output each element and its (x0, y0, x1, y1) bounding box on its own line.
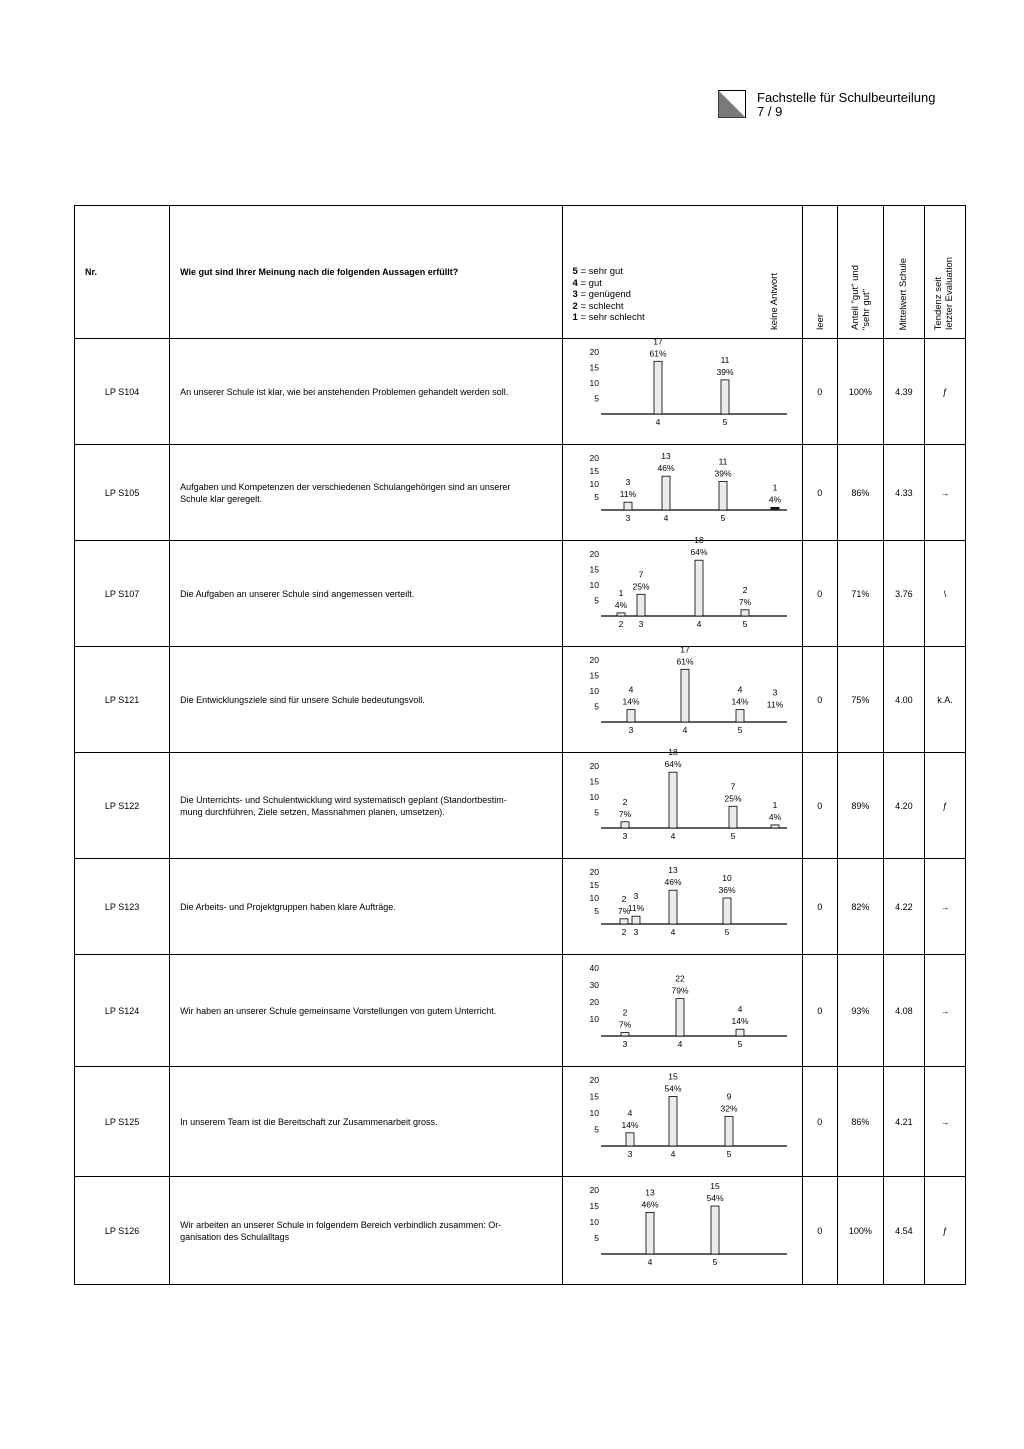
anteil-value: 100% (837, 1177, 883, 1285)
x-category-label: 4 (647, 1256, 652, 1267)
bar-count-label: 2 (621, 893, 626, 904)
distribution-chart-cell (562, 746, 802, 859)
y-tick-label: 10 (589, 579, 599, 590)
bar (662, 476, 670, 510)
x-category-label: 5 (737, 724, 742, 735)
x-category-label: 5 (722, 416, 727, 427)
bar-percent-label: 32% (720, 1102, 738, 1113)
x-category-label: 3 (633, 926, 638, 937)
bar-percent-label: 7% (738, 596, 751, 607)
mittelwert-value: 4.00 (883, 647, 924, 753)
leer-value: 0 (802, 339, 837, 445)
bar-count-label: 2 (742, 584, 747, 595)
x-category-label: 3 (628, 724, 633, 735)
header-mittelwert-cell (883, 206, 924, 339)
bar-percent-label: 11% (627, 902, 644, 913)
x-category-label: 5 (724, 926, 729, 937)
leer-value: 0 (802, 955, 837, 1067)
page-number: 7 / 9 (757, 104, 783, 119)
mittelwert-value: 4.22 (883, 859, 924, 955)
bar (654, 361, 662, 414)
bar-percent-label: 7% (618, 1019, 631, 1030)
question-line: Die Aufgaben an unserer Schule sind angemessen verteilt. (180, 588, 415, 599)
y-tick-label: 10 (589, 1107, 599, 1118)
bar-count-label: 15 (667, 1071, 678, 1081)
bar-count-label: 13 (667, 864, 678, 875)
x-category-label: 3 (627, 1148, 632, 1159)
header-tendenz-line1: Tendenz seit (932, 276, 944, 330)
leer-value: 0 (802, 445, 837, 541)
y-tick-label: 20 (589, 548, 599, 559)
bar (632, 916, 640, 924)
y-tick-label: 5 (593, 595, 599, 605)
anteil-value: 89% (837, 753, 883, 859)
item-question (170, 859, 562, 955)
bar-count-label: 13 (660, 450, 671, 461)
distribution-chart-cell (562, 643, 802, 753)
y-tick-label: 10 (589, 1216, 599, 1227)
bar-percent-label: 61% (649, 347, 667, 358)
table-row (75, 647, 966, 753)
header-tendenz-cell (924, 206, 965, 339)
y-tick-label: 10 (589, 892, 599, 903)
distribution-chart-cell (562, 445, 802, 541)
anteil-value: 93% (837, 955, 883, 1067)
mittelwert-value: 4.20 (883, 753, 924, 859)
bar-percent-label: 39% (714, 467, 732, 478)
distribution-chart (563, 643, 803, 752)
bar-count-label: 15 (709, 1180, 720, 1191)
bar-percent-label: 4% (768, 811, 781, 822)
y-tick-label: 5 (593, 807, 599, 817)
organization-name: Fachstelle für Schulbeurteilung (757, 90, 936, 105)
bar (736, 709, 744, 721)
mittelwert-value: 4.21 (883, 1067, 924, 1177)
table-row (75, 541, 966, 647)
item-number: LP S123 (75, 859, 170, 955)
distribution-chart-cell (562, 1177, 802, 1285)
distribution-chart-cell (562, 955, 802, 1067)
item-number: LP S122 (75, 753, 170, 859)
y-tick-label: 5 (593, 1232, 599, 1243)
header-leer-cell (802, 206, 837, 339)
x-category-label: 3 (638, 618, 643, 629)
item-question (170, 445, 562, 541)
bar (626, 1132, 634, 1145)
y-tick-label: 15 (589, 879, 599, 890)
table-row (75, 339, 966, 445)
y-tick-label: 5 (593, 1124, 599, 1134)
bar-percent-label: 46% (641, 1198, 659, 1209)
mittelwert-value: 4.08 (883, 955, 924, 1067)
bar-percent-label: 54% (706, 1192, 724, 1203)
tendenz-value: → (924, 859, 965, 955)
bar (719, 481, 727, 510)
question-line: ganisation des Schulalltags (180, 1231, 290, 1242)
mittelwert-value: 4.33 (883, 445, 924, 541)
bar-count-label: 1 (772, 481, 777, 492)
question-line: Wir arbeiten an unserer Schule in folgendem Bereich verbindlich zusammen: Or- (180, 1219, 502, 1230)
bar-count-label: 13 (644, 1186, 655, 1197)
bar (669, 772, 677, 828)
bar-percent-label: 25% (724, 792, 742, 803)
bar-percent-label: 11% (766, 699, 783, 710)
header-anteil-cell (837, 206, 883, 339)
bar (637, 594, 645, 616)
distribution-chart (563, 1178, 803, 1284)
x-category-label: 3 (625, 512, 630, 523)
x-category-label: 5 (730, 830, 735, 841)
x-category-label: 4 (682, 724, 687, 735)
question-line: Die Unterrichts- und Schulentwicklung wird systematisch geplant (Standortbestim- (180, 794, 507, 805)
anteil-value: 82% (837, 859, 883, 955)
bar-percent-label: 14% (621, 1119, 639, 1130)
bar (621, 1032, 629, 1035)
question-line: Aufgaben und Kompetenzen der verschiedenen Schulangehörigen sind an unserer (180, 481, 511, 492)
y-tick-label: 5 (593, 905, 599, 916)
table-row (75, 1177, 966, 1285)
rating-legend: 5 = sehr gut 4 = gut 3 = genügend 2 = schlecht 1 = sehr schlecht (572, 266, 645, 323)
y-tick-label: 15 (589, 362, 599, 372)
y-tick-label: 10 (589, 685, 599, 696)
bar (669, 890, 677, 924)
item-number: LP S107 (75, 541, 170, 647)
bar-percent-label: 4% (614, 599, 627, 610)
y-tick-label: 15 (589, 1200, 599, 1211)
header-anteil-line1: Anteil "gut" und (849, 265, 861, 330)
bar (741, 609, 749, 615)
distribution-chart-cell (562, 534, 802, 647)
x-category-label: 4 (670, 830, 675, 841)
bar-percent-label: 46% (664, 876, 682, 887)
question-line: Wir haben an unserer Schule gemeinsame Vorstellungen von gutem Unterricht. (180, 1005, 497, 1016)
distribution-chart (563, 446, 803, 540)
bar (681, 669, 689, 722)
bar-percent-label: 11% (619, 488, 636, 499)
bar (617, 612, 625, 615)
y-tick-label: 20 (589, 996, 599, 1007)
bar-percent-label: 39% (716, 366, 734, 377)
y-tick-label: 10 (589, 1013, 599, 1024)
header-keine-antwort: keine Antwort (768, 272, 780, 330)
header-mittelwert: Mittelwert Schule (897, 257, 909, 330)
bar (646, 1212, 654, 1254)
bar (723, 898, 731, 924)
x-category-label: 5 (742, 618, 747, 629)
question-line: Die Arbeits- und Projektgruppen haben klare Aufträge. (180, 901, 396, 912)
table-header-row (75, 206, 966, 339)
question-line: In unserem Team ist die Bereitschaft zur Zusammenarbeit gross. (180, 1116, 438, 1127)
y-tick-label: 15 (589, 670, 599, 680)
bar (676, 998, 684, 1035)
bar-percent-label: 25% (632, 580, 650, 591)
x-category-label: 2 (618, 618, 623, 629)
x-category-label: 3 (622, 1038, 627, 1049)
item-question (170, 1177, 562, 1285)
bar-count-label: 4 (737, 684, 742, 695)
bar-count-label: 2 (622, 1007, 627, 1018)
bar-count-label: 3 (772, 687, 777, 698)
anteil-value: 86% (837, 1067, 883, 1177)
bar-count-label: 3 (625, 476, 630, 487)
item-question (170, 753, 562, 859)
tendenz-value: ƒ (924, 1177, 965, 1285)
leer-value: 0 (802, 1177, 837, 1285)
bar-count-label: 18 (667, 746, 678, 757)
y-tick-label: 5 (593, 393, 599, 403)
anteil-value: 71% (837, 541, 883, 647)
x-category-label: 2 (621, 926, 626, 937)
table-row (75, 1067, 966, 1177)
item-number: LP S125 (75, 1067, 170, 1177)
item-number: LP S105 (75, 445, 170, 541)
bar-count-label: 3 (633, 890, 638, 901)
bar-percent-label: 14% (731, 696, 749, 707)
bar (711, 1206, 719, 1254)
bar-percent-label: 54% (664, 1083, 682, 1093)
evaluation-table (74, 205, 966, 1285)
item-number: LP S126 (75, 1177, 170, 1285)
bar-percent-label: 36% (718, 884, 736, 895)
header-nr: Nr. (75, 206, 170, 339)
y-tick-label: 10 (589, 478, 599, 489)
bar-count-label: 10 (721, 872, 732, 883)
distribution-chart (563, 335, 803, 444)
tendenz-value: k.A. (924, 647, 965, 753)
bar-count-label: 7 (638, 568, 643, 579)
y-tick-label: 20 (589, 1184, 599, 1195)
bar-count-label: 9 (726, 1090, 731, 1101)
distribution-chart (563, 860, 803, 954)
header-leer: leer (814, 314, 826, 330)
item-question (170, 647, 562, 753)
x-category-label: 4 (670, 1148, 675, 1159)
leer-value: 0 (802, 859, 837, 955)
anteil-value: 86% (837, 445, 883, 541)
bar (771, 507, 779, 510)
bar-count-label: 2 (622, 796, 627, 807)
bar (771, 824, 779, 827)
table-row (75, 445, 966, 541)
y-tick-label: 10 (589, 791, 599, 802)
distribution-chart-cell (562, 1067, 802, 1177)
bar (621, 821, 629, 827)
y-tick-label: 15 (589, 564, 599, 574)
x-category-label: 4 (670, 926, 675, 937)
bar-percent-label: 79% (671, 985, 689, 996)
header-question: Wie gut sind Ihrer Meinung nach die folgenden Aussagen erfüllt? (170, 206, 562, 339)
bar-percent-label: 7% (618, 808, 631, 819)
distribution-chart-cell (562, 335, 802, 445)
bar-percent-label: 14% (622, 696, 640, 707)
tendenz-value: → (924, 445, 965, 541)
table-row (75, 753, 966, 859)
bar (721, 379, 729, 413)
header-legend-cell (562, 206, 802, 339)
tendenz-value: \ (924, 541, 965, 647)
x-category-label: 4 (663, 512, 668, 523)
bar (725, 1116, 733, 1146)
mittelwert-value: 4.54 (883, 1177, 924, 1285)
bar (695, 560, 703, 616)
y-tick-label: 10 (589, 377, 599, 388)
x-category-label: 5 (726, 1148, 731, 1159)
y-tick-label: 20 (589, 452, 599, 463)
y-tick-label: 15 (589, 1091, 599, 1101)
bar-count-label: 22 (674, 973, 685, 984)
header-anteil-line2: "sehr gut" (860, 288, 872, 330)
y-tick-label: 40 (589, 962, 599, 973)
item-number: LP S104 (75, 339, 170, 445)
bar-count-label: 11 (720, 354, 729, 365)
y-tick-label: 5 (593, 491, 599, 502)
bar-count-label: 18 (693, 534, 704, 545)
y-tick-label: 20 (589, 654, 599, 665)
item-number: LP S124 (75, 955, 170, 1067)
leer-value: 0 (802, 647, 837, 753)
mittelwert-value: 3.76 (883, 541, 924, 647)
question-line: Schule klar geregelt. (180, 493, 263, 504)
organization-logo-icon (718, 90, 746, 118)
x-category-label: 4 (655, 416, 660, 427)
bar-count-label: 17 (679, 643, 690, 654)
leer-value: 0 (802, 541, 837, 647)
tendenz-value: ƒ (924, 753, 965, 859)
x-category-label: 5 (712, 1256, 717, 1267)
bar-count-label: 4 (737, 1003, 742, 1014)
distribution-chart (563, 746, 803, 858)
item-question (170, 339, 562, 445)
bar-count-label: 4 (628, 684, 633, 695)
bar-percent-label: 14% (731, 1015, 749, 1026)
table-row (75, 955, 966, 1067)
question-line: Die Entwicklungsziele sind für unsere Schule bedeutungsvoll. (180, 694, 425, 705)
y-tick-label: 20 (589, 1074, 599, 1085)
bar-count-label: 17 (652, 335, 663, 346)
leer-value: 0 (802, 1067, 837, 1177)
bar (669, 1096, 677, 1146)
question-line: An unserer Schule ist klar, wie bei anstehenden Problemen gehandelt werden soll. (180, 386, 509, 397)
y-tick-label: 20 (589, 866, 599, 877)
y-tick-label: 5 (593, 701, 599, 711)
bar-count-label: 4 (627, 1107, 632, 1118)
bar-percent-label: 64% (690, 546, 708, 557)
distribution-chart (563, 534, 803, 646)
bar (620, 918, 628, 923)
leer-value: 0 (802, 753, 837, 859)
bar-percent-label: 64% (664, 758, 682, 769)
item-question (170, 541, 562, 647)
tendenz-value: ƒ (924, 339, 965, 445)
distribution-chart (563, 1068, 803, 1176)
x-category-label: 5 (737, 1038, 742, 1049)
bar-count-label: 1 (772, 799, 777, 810)
bar-percent-label: 7% (617, 905, 630, 916)
x-category-label: 3 (622, 830, 627, 841)
x-category-label: 4 (677, 1038, 682, 1049)
distribution-chart-cell (562, 859, 802, 955)
item-question (170, 955, 562, 1067)
bar-count-label: 1 (618, 587, 623, 598)
bar-percent-label: 4% (768, 493, 781, 504)
item-question (170, 1067, 562, 1177)
tendenz-value: → (924, 1067, 965, 1177)
x-category-label: 5 (720, 512, 725, 523)
bar-count-label: 7 (730, 780, 735, 791)
bar (736, 1029, 744, 1036)
bar-percent-label: 61% (676, 655, 694, 666)
anteil-value: 75% (837, 647, 883, 753)
bar (624, 502, 632, 510)
y-tick-label: 20 (589, 760, 599, 771)
bar (729, 806, 737, 828)
y-tick-label: 30 (589, 979, 599, 990)
mittelwert-value: 4.39 (883, 339, 924, 445)
tendenz-value: → (924, 955, 965, 1067)
table-row (75, 859, 966, 955)
bar-count-label: 11 (718, 455, 727, 466)
y-tick-label: 15 (589, 465, 599, 476)
x-category-label: 4 (696, 618, 701, 629)
y-tick-label: 15 (589, 776, 599, 786)
item-number: LP S121 (75, 647, 170, 753)
y-tick-label: 20 (589, 346, 599, 357)
anteil-value: 100% (837, 339, 883, 445)
distribution-chart (563, 956, 803, 1066)
header-tendenz-line2: letzter Evaluation (943, 257, 955, 330)
bar-percent-label: 46% (657, 462, 675, 473)
question-line: mung durchführen, Ziele setzen, Massnahmen planen, umsetzen). (180, 806, 445, 817)
bar (627, 709, 635, 721)
